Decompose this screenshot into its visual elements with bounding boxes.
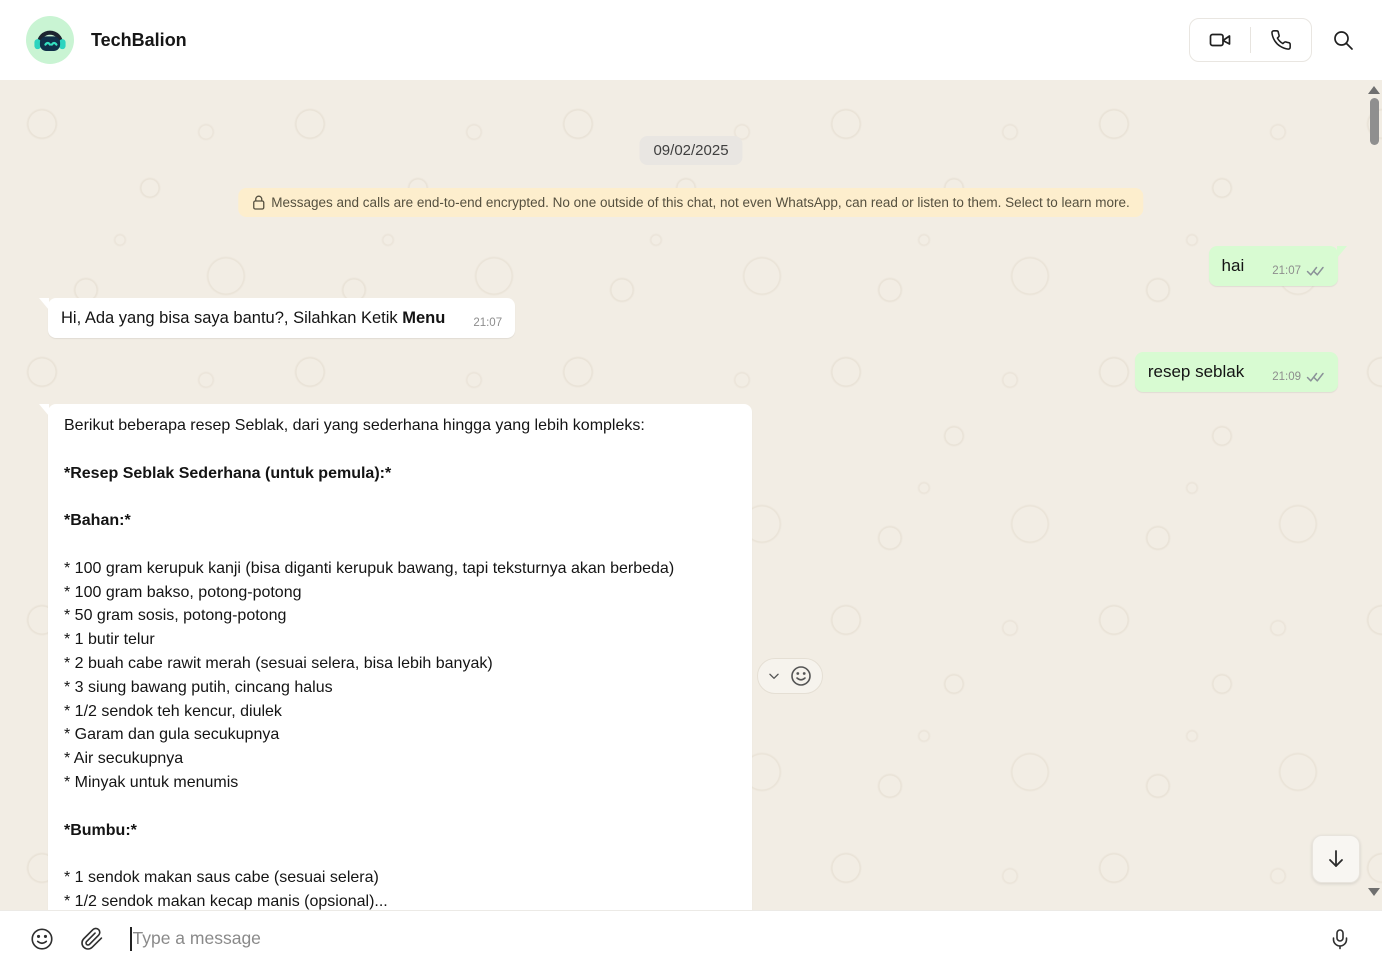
message-text-line: * 50 gram sosis, potong-potong bbox=[64, 607, 287, 625]
robot-avatar-icon bbox=[28, 18, 72, 62]
message-text: hai bbox=[1221, 256, 1245, 275]
bubble-tail bbox=[39, 404, 49, 416]
message-text-line: * 1/2 sendok makan kecap manis (opsional)... bbox=[64, 892, 388, 910]
emoji-smiley-icon bbox=[29, 926, 55, 952]
voice-record-button[interactable] bbox=[1320, 919, 1360, 959]
react-emoji-icon[interactable] bbox=[789, 664, 813, 688]
emoji-picker-button[interactable] bbox=[22, 919, 62, 959]
avatar[interactable] bbox=[26, 16, 74, 64]
phone-icon bbox=[1270, 29, 1292, 51]
message-text-line: * Air secukupnya bbox=[64, 750, 184, 768]
scrollbar-thumb[interactable] bbox=[1370, 98, 1379, 145]
message-text-line bbox=[64, 795, 736, 819]
chat-message-area[interactable] bbox=[0, 80, 1382, 910]
date-chip: 09/02/2025 bbox=[639, 136, 742, 165]
message-incoming[interactable] bbox=[48, 298, 515, 338]
message-text: Hi, Ada yang bisa saya bantu?, Silahkan Ketik Menu bbox=[61, 308, 446, 327]
message-text-line: *Resep Seblak Sederhana (untuk pemula):* bbox=[64, 464, 392, 482]
message-time: 21:09 bbox=[1272, 371, 1301, 383]
encryption-banner[interactable] bbox=[238, 188, 1143, 217]
search-button[interactable] bbox=[1326, 23, 1360, 57]
paperclip-icon bbox=[80, 927, 104, 951]
text-caret bbox=[130, 927, 132, 951]
message-text-line bbox=[64, 533, 736, 557]
attach-file-button[interactable] bbox=[72, 919, 112, 959]
message-text-line: *Bahan:* bbox=[64, 512, 131, 530]
chevron-down-icon[interactable] bbox=[767, 669, 781, 683]
page-title: TechBalion bbox=[91, 29, 187, 50]
bubble-tail bbox=[39, 298, 49, 310]
message-text-line: Berikut beberapa resep Seblak, dari yang sederhana hingga yang lebih kompleks: bbox=[64, 417, 645, 434]
call-button-group bbox=[1189, 18, 1312, 62]
message-text-line: * 1 butir telur bbox=[64, 631, 155, 649]
message-text-line: * Minyak untuk menumis bbox=[64, 773, 239, 791]
message-text-line: * 1 sendok makan saus cabe (sesuai selera) bbox=[64, 869, 379, 887]
message-text-line: * 100 gram kerupuk kanji (bisa diganti kerupuk bawang, tapi teksturnya akan berbeda) bbox=[64, 559, 675, 577]
message-text-line: *Bumbu:* bbox=[64, 821, 137, 839]
message-text-line bbox=[64, 485, 736, 509]
recipe-message-body bbox=[64, 414, 736, 910]
bubble-tail bbox=[1337, 246, 1347, 258]
message-text-line bbox=[64, 842, 736, 866]
message-hover-menu[interactable] bbox=[757, 658, 823, 694]
scrollbar[interactable] bbox=[1366, 80, 1382, 910]
message-composer bbox=[0, 910, 1382, 966]
message-text-line: * 100 gram bakso, potong-potong bbox=[64, 583, 302, 601]
double-check-icon bbox=[1306, 371, 1325, 383]
message-time: 21:07 bbox=[473, 317, 503, 329]
message-outgoing[interactable] bbox=[1209, 246, 1338, 286]
message-input[interactable] bbox=[133, 928, 1311, 949]
message-incoming[interactable] bbox=[48, 404, 752, 910]
search-icon bbox=[1331, 28, 1355, 52]
message-text-line: * 1/2 sendok teh kencur, diulek bbox=[64, 702, 282, 720]
lock-icon bbox=[252, 195, 265, 210]
message-text: resep seblak bbox=[1147, 362, 1245, 381]
message-text-line bbox=[64, 438, 736, 462]
arrow-down-icon bbox=[1324, 847, 1348, 871]
microphone-icon bbox=[1328, 927, 1352, 951]
message-time: 21:07 bbox=[1272, 265, 1301, 277]
voice-call-button[interactable] bbox=[1251, 18, 1311, 62]
message-text-line: * 3 siung bawang putih, cincang halus bbox=[64, 678, 333, 696]
scrollbar-up-arrow[interactable] bbox=[1368, 86, 1380, 94]
message-outgoing[interactable] bbox=[1135, 352, 1338, 392]
scrollbar-down-arrow[interactable] bbox=[1368, 888, 1380, 896]
scroll-to-bottom-button[interactable] bbox=[1312, 835, 1360, 883]
chat-header bbox=[0, 0, 1382, 80]
video-call-button[interactable] bbox=[1190, 18, 1250, 62]
video-camera-icon bbox=[1208, 28, 1232, 52]
message-text-line: * 2 buah cabe rawit merah (sesuai selera, bisa lebih banyak) bbox=[64, 654, 493, 672]
double-check-icon bbox=[1306, 265, 1325, 277]
message-text-line: * Garam dan gula secukupnya bbox=[64, 726, 280, 744]
encryption-notice-text: Messages and calls are end-to-end encrypted. No one outside of this chat, not even WhatsApp, can read or listen to them. Select to learn more. bbox=[271, 195, 1130, 210]
